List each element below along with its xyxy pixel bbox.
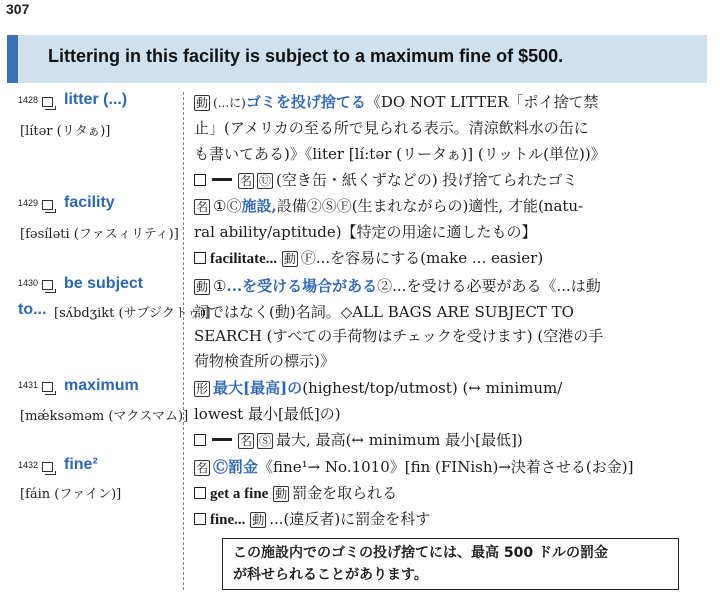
phrase-line [194,482,397,505]
entry-number: 1431 [18,380,39,390]
derivative-line [194,429,523,451]
main-meaning: 最大[最高]の [213,379,303,397]
pronunciation: [sʌ́bdʒikt (サブジクトゥ)] [54,306,211,321]
definition-line: 詞ではなく(動)名詞。◇ALL BAGS ARE SUBJECT TO [194,303,574,321]
checkbox-icon [194,174,206,186]
translation-text [233,542,608,586]
definition-line [194,91,599,114]
checkbox-icon [42,280,53,290]
banner-sentence: Littering in this facility is subject to a maximum fine of $500. [48,46,564,66]
definition-line [194,456,634,478]
singular-tag: Ⓢ [259,434,272,448]
definition-line: lowest 最小[最低]の) [194,405,341,423]
pronunciation: [fáin (ファイン)] [20,487,122,502]
prefix: ① [213,277,227,295]
checkbox-icon [194,434,206,446]
derivative-text: Ⓕ...を容易にする(make ... easier) [300,249,544,267]
phrase-line [194,508,430,531]
derivative-line [194,247,543,270]
main-meaning: 施設, [241,197,277,215]
translation-box [222,538,679,590]
definition-line [194,195,583,217]
pos-tag: 動 [196,96,209,110]
pronunciation: [lítər (リタぁ)] [20,124,111,139]
pos-tag: 名 [196,200,209,214]
translation-line-1: この施設内でのゴミの投げ捨てには、最高 500 ドルの罰金 [233,545,608,561]
prefix: ①Ⓒ [213,197,242,215]
phrase: fine... [210,512,246,528]
definition-line [194,377,562,399]
main-meaning: ゴミを投げ捨てる [245,93,366,111]
entry-number: 1430 [18,278,39,288]
pos-tag: 形 [196,382,209,396]
definition-text: 《fine¹→ No.1010》[fin (FINish)→決着させる(お金)] [258,458,634,476]
derivative-word: facilitate... [210,251,278,267]
page-number: 307 [6,1,30,17]
definition-text: 《DO NOT LITTER「ポイ捨て禁 [365,93,599,111]
headword-continued: to... [18,301,47,318]
pos-tag: 動 [196,280,209,294]
prefix: (...に) [213,96,246,110]
pronunciation: [mǽksəməm (マクスマム)] [20,409,189,424]
banner-accent-bar [7,35,18,83]
headword: facility [64,194,115,211]
headword: litter (...) [64,91,128,108]
entry-number: 1432 [18,460,39,470]
checkbox-icon [194,513,206,525]
pos-tag: 名 [196,461,209,475]
pos-tag: 動 [252,513,265,527]
definition-line: も書いてある)》《liter [lí:tər (リータぁ)] (リットル(単位))》 [194,145,606,163]
definition-text: ②...を受ける必要がある《...は動 [377,277,601,295]
checkbox-icon [194,252,206,264]
checkbox-icon [42,200,53,210]
derivative-text: (空き缶・紙くずなどの) 投げ捨てられたゴミ [276,171,578,189]
derivative-line [194,169,578,191]
main-meaning: ...を受ける場合がある [226,277,378,295]
phrase: get a fine [210,486,269,502]
checkbox-icon [42,97,53,107]
main-meaning: Ⓒ罰金 [213,458,259,476]
pos-tag: 動 [275,487,288,501]
pos-tag: 名 [240,434,253,448]
translation-line-2: が科せられることがあります。 [233,567,428,583]
definition-line: ral ability/aptitude)【特定の用途に適したもの】 [194,223,537,241]
definition-text: (highest/top/utmost) (↔ minimum/ [302,379,563,397]
dash-icon [212,438,232,441]
pronunciation: [fəsíləti (ファスィリティ)] [20,227,179,242]
banner [7,35,707,83]
uncountable-tag: Ⓤ [259,174,272,188]
phrase-text: ...(違反者)に罰金を科す [269,510,431,528]
pos-tag: 名 [240,174,253,188]
definition-line: 荷物検査所の標示)》 [194,352,335,370]
headword: maximum [64,377,139,394]
entry-number: 1429 [18,198,39,208]
checkbox-icon [194,487,206,499]
headword: fine² [64,456,98,473]
column-divider [183,92,184,590]
pos-tag: 動 [283,252,296,266]
entry-number: 1428 [18,95,39,105]
dash-icon [212,178,232,181]
checkbox-icon [42,382,53,392]
phrase-text: 罰金を取られる [292,484,398,502]
headword: be subject [64,275,144,292]
derivative-text: 最大, 最高(↔ minimum 最小[最低]) [276,431,523,449]
checkbox-icon [42,462,53,472]
definition-line: SEARCH (すべての手荷物はチェックを受けます) (空港の手 [194,327,604,345]
definition-line: 止」(アメリカの至る所で見られる表示。清涼飲料水の缶に [194,119,589,137]
definition-text: 設備②ⓈⒻ(生まれながらの)適性, 才能(natu- [276,197,584,215]
definition-line [194,275,601,297]
